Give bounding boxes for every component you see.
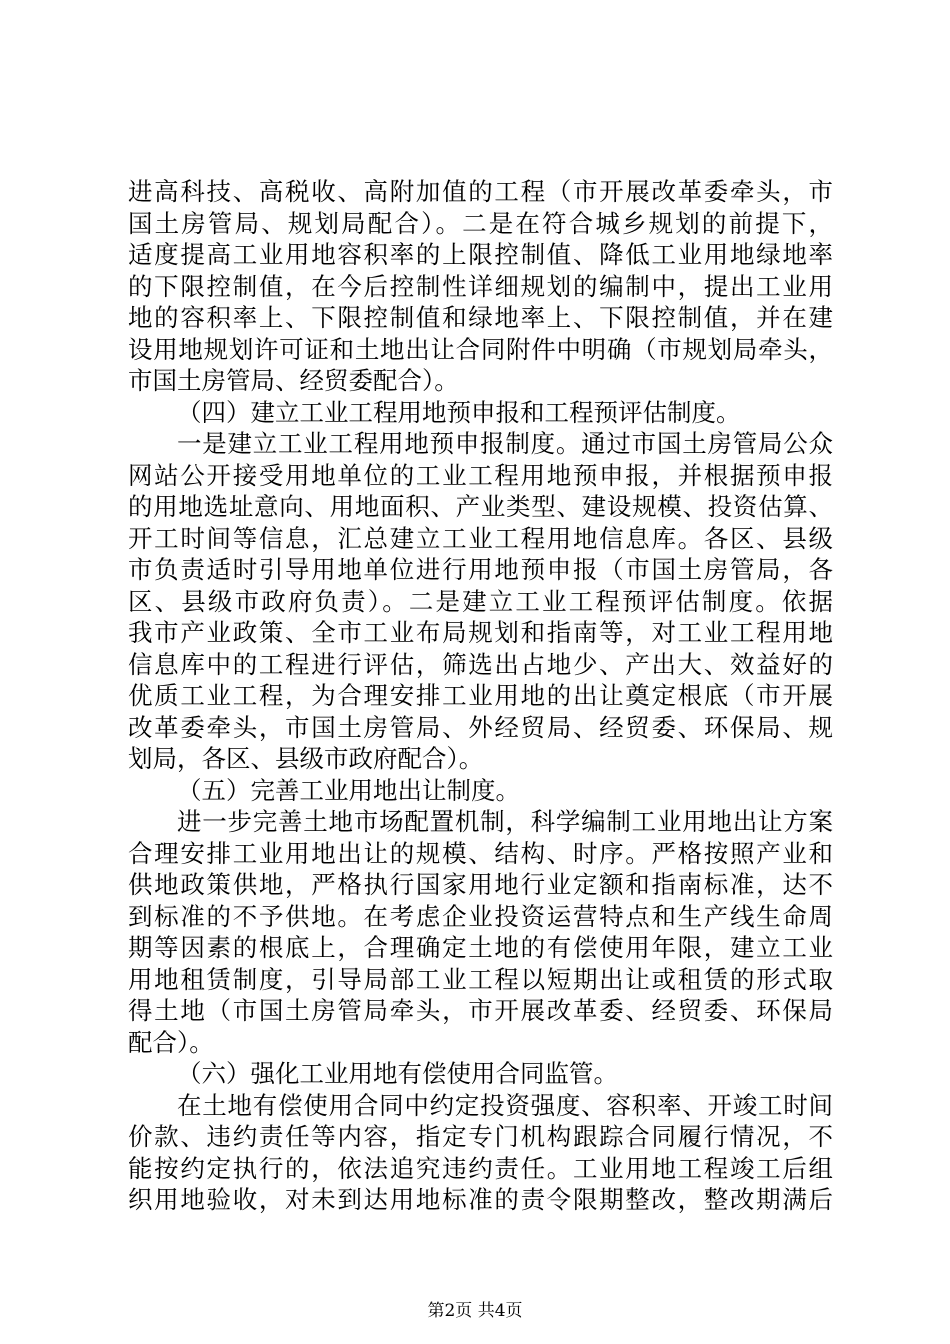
section-heading: （四）建立工业工程用地预申报和工程预评估制度。 xyxy=(177,397,741,427)
text-line: 优质工业工程，为合理安排工业用地的出让奠定根底（市开展 xyxy=(128,681,833,710)
text-line: 区、县级市政府负责）。二是建立工业工程预评估制度。依据 xyxy=(128,586,833,616)
text-line: 一是建立工业工程用地预申报制度。通过市国土房管局公众 xyxy=(177,429,833,458)
body-text xyxy=(128,176,833,1216)
text-line: 价款、违约责任等内容，指定专门机构跟踪合同履行情况，不 xyxy=(128,1122,833,1151)
page-number: 第2页 共4页 xyxy=(427,1301,523,1321)
text-line: 划局，各区、县级市政府配合）。 xyxy=(128,744,484,773)
text-line: 改革委牵头，市国土房管局、外经贸局、经贸委、环保局、规 xyxy=(128,712,833,742)
text-line: 的下限控制值，在今后控制性详细规划的编制中，提出工业用 xyxy=(128,271,833,301)
text-line: 市负责适时引导用地单位进行用地预申报（市国土房管局，各 xyxy=(128,555,833,584)
text-line: 开工时间等信息，汇总建立工业工程用地信息库。各区、县级 xyxy=(128,523,833,553)
text-line: 市国土房管局、经贸委配合）。 xyxy=(128,366,459,395)
text-line: 得土地（市国土房管局牵头，市开展改革委、经贸委、环保局 xyxy=(128,996,833,1025)
text-line: 用地租赁制度，引导局部工业工程以短期出让或租赁的形式取 xyxy=(128,964,833,994)
text-line: 信息库中的工程进行评估，筛选出占地少、产出大、效益好的 xyxy=(128,649,833,679)
text-line: 供地政策供地，严格执行国家用地行业定额和指南标准，达不 xyxy=(128,870,833,899)
text-line: 能按约定执行的，依法追究违约责任。工业用地工程竣工后组 xyxy=(128,1153,833,1183)
text-line: 设用地规划许可证和土地出让合同附件中明确（市规划局牵头， xyxy=(128,334,833,364)
text-line: 我市产业政策、全市工业布局规划和指南等，对工业工程用地 xyxy=(128,618,833,647)
text-line: 网站公开接受用地单位的工业工程用地预申报，并根据预申报 xyxy=(128,460,833,490)
text-line: 的用地选址意向、用地面积、产业类型、建设规模、投资估算、 xyxy=(128,492,833,521)
text-line: 地的容积率上、下限控制值和绿地率上、下限控制值，并在建 xyxy=(128,303,833,332)
text-line: 进一步完善土地市场配置机制，科学编制工业用地出让方案 xyxy=(177,807,833,836)
text-line: 配合）。 xyxy=(128,1027,214,1057)
text-line: 适度提高工业用地容积率的上限控制值、降低工业用地绿地率 xyxy=(128,240,833,269)
section-heading: （五）完善工业用地出让制度。 xyxy=(177,775,520,805)
section-heading: （六）强化工业用地有偿使用合同监管。 xyxy=(177,1059,618,1088)
text-line: 国土房管局、规划局配合）。二是在符合城乡规划的前提下， xyxy=(128,208,833,238)
text-line: 期等因素的根底上，合理确定土地的有偿使用年限，建立工业 xyxy=(128,933,833,962)
text-line: 进高科技、高税收、高附加值的工程（市开展改革委牵头，市 xyxy=(128,177,833,206)
text-line: 合理安排工业用地出让的规模、结构、时序。严格按照产业和 xyxy=(128,838,833,868)
text-line: 到标准的不予供地。在考虑企业投资运营特点和生产线生命周 xyxy=(128,901,833,931)
text-line: 在土地有偿使用合同中约定投资强度、容积率、开竣工时间 xyxy=(177,1090,833,1120)
text-line: 织用地验收，对未到达用地标准的责令限期整改，整改期满后 xyxy=(128,1185,833,1214)
